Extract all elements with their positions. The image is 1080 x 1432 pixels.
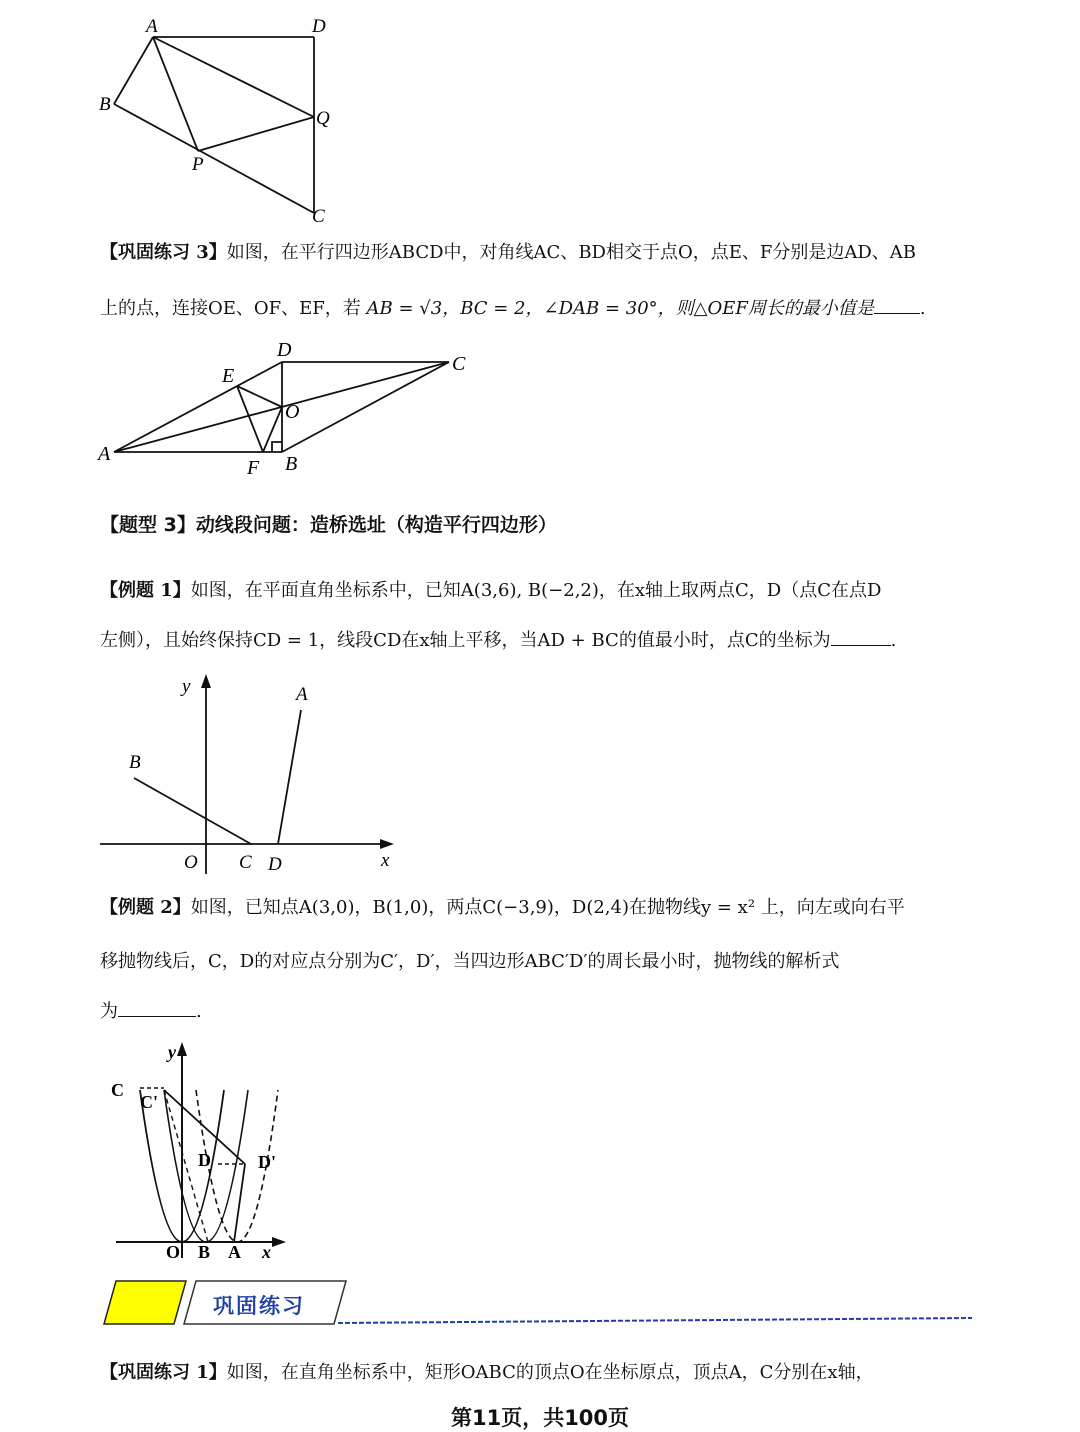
label-a: A xyxy=(296,684,308,705)
x-axis-arrow xyxy=(380,839,394,849)
practice3-text1: 如图，在平行四边形ABCD中，对角线AC、BD相交于点O，点E、F分别是边AD、AB xyxy=(226,242,917,263)
example2-text3: 为 xyxy=(100,1001,118,1022)
practice3-answer-blank xyxy=(874,297,920,314)
practice3-line2 xyxy=(100,297,980,320)
figure-parallelogram-abcd xyxy=(92,332,492,482)
x-axis-arrow xyxy=(272,1237,286,1247)
example2-tag: 【例题 2】 xyxy=(100,897,191,918)
banner-dashed-line xyxy=(338,1318,972,1323)
example1-line2 xyxy=(100,629,980,652)
label-c: C xyxy=(312,206,325,227)
practice3-line1 xyxy=(100,242,980,264)
practice1-line1 xyxy=(100,1362,980,1384)
practice1-tag: 【巩固练习 1】 xyxy=(100,1362,227,1383)
type3-title: 【题型 3】动线段问题：造桥选址（构造平行四边形） xyxy=(100,514,557,536)
figure-axes-cd xyxy=(96,670,406,880)
label-b: B xyxy=(198,1242,211,1262)
example2-end: . xyxy=(196,1001,202,1022)
axis-y: y xyxy=(182,676,191,697)
label-d: D xyxy=(277,339,292,361)
label-o: O xyxy=(184,852,198,873)
axis-y: y xyxy=(168,1042,176,1062)
figure-parabola-translation xyxy=(100,1036,300,1266)
label-a: A xyxy=(98,443,111,465)
example1-text2: 左侧），且始终保持CD = 1，线段CD在x轴上平移，当AD + BC的值最小时，点C的坐标为 xyxy=(100,630,831,651)
label-d: D xyxy=(312,16,326,37)
y-axis-arrow xyxy=(177,1042,187,1056)
label-q: Q xyxy=(316,108,330,129)
page-footer: 第11页，共100页 xyxy=(450,1406,630,1430)
practice3-text2a: 上的点，连接OE、OF、EF，若 xyxy=(100,298,361,319)
figure-quadrilateral-pq xyxy=(90,10,350,230)
example1-line1 xyxy=(100,580,980,602)
axis-x: x xyxy=(262,1242,271,1262)
example1-text1: 如图，在平面直角坐标系中，已知A(3,6), B(−2,2)，在x轴上取两点C，D（点C在点D xyxy=(190,580,882,601)
label-p: P xyxy=(192,154,204,175)
example2-text1: 如图，已知点A(3,0)，B(1,0)，两点C(−3,9)，D(2,4)在抛物线y = x² 上，向左或向右平 xyxy=(190,897,905,918)
axis-x: x xyxy=(381,850,390,871)
label-c: C xyxy=(452,353,466,375)
practice3-text2b: AB = √3，BC = 2，∠DAB = 30°，则△OEF周长的最小值是 xyxy=(366,298,874,319)
y-axis-arrow xyxy=(201,674,211,688)
label-c-prime: C' xyxy=(140,1092,158,1112)
example2-line1 xyxy=(100,897,980,919)
label-c: C xyxy=(111,1080,124,1100)
example2-answer-blank xyxy=(118,1000,196,1017)
label-b: B xyxy=(99,94,111,115)
banner-yellow-box xyxy=(104,1281,186,1324)
label-o: O xyxy=(285,401,300,423)
example1-tag: 【例题 1】 xyxy=(100,580,191,601)
label-a: A xyxy=(146,16,158,37)
label-c: C xyxy=(239,852,252,873)
practice3-tag: 【巩固练习 3】 xyxy=(100,242,227,263)
example2-line3 xyxy=(100,1000,980,1023)
label-d: D xyxy=(268,854,282,875)
label-d-prime: D' xyxy=(258,1152,276,1172)
practice1-text1: 如图，在直角坐标系中，矩形OABC的顶点O在坐标原点，顶点A，C分别在x轴， xyxy=(226,1362,874,1383)
label-e: E xyxy=(222,365,235,387)
example1-end: . xyxy=(890,630,897,651)
banner-label: 巩固练习 xyxy=(213,1294,305,1318)
label-f: F xyxy=(247,457,260,479)
label-d: D xyxy=(198,1150,211,1170)
example2-text2: 移抛物线后，C，D的对应点分别为C′，D′，当四边形ABC′D′的周长最小时，抛物线的解析式 xyxy=(100,951,840,972)
label-b: B xyxy=(129,752,141,773)
example1-answer-blank xyxy=(831,629,891,646)
label-a: A xyxy=(228,1242,241,1262)
label-o: O xyxy=(166,1242,181,1262)
example2-line2 xyxy=(100,951,980,973)
label-b: B xyxy=(285,453,298,475)
practice3-end: . xyxy=(919,298,926,319)
